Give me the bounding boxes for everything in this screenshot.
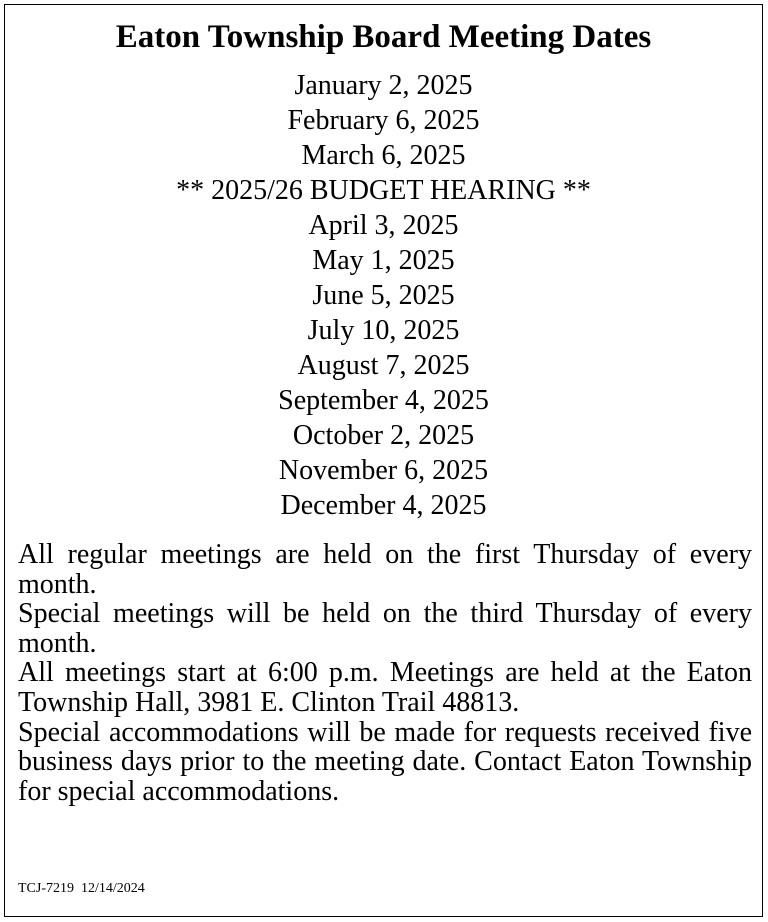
notice-box bbox=[4, 4, 763, 917]
publication-footer bbox=[18, 881, 145, 897]
publication-ref: TCJ-7219 bbox=[18, 881, 74, 896]
meeting-date: August 7, 2025 bbox=[297, 350, 470, 381]
publication-date: 12/14/2024 bbox=[81, 881, 145, 896]
meeting-dates-list bbox=[5, 68, 762, 523]
meeting-date: November 6, 2025 bbox=[278, 455, 489, 486]
meeting-date: April 3, 2025 bbox=[308, 210, 459, 241]
meeting-date: March 6, 2025 bbox=[301, 140, 466, 171]
notice-title: Eaton Township Board Meeting Dates bbox=[115, 19, 652, 55]
special-meetings-paragraph: Special meetings will be held on the third Thursday of every month. bbox=[18, 598, 752, 659]
meeting-date: September 4, 2025 bbox=[278, 385, 489, 416]
meeting-date: June 5, 2025 bbox=[312, 280, 455, 311]
notice-body bbox=[18, 540, 752, 806]
meeting-date: December 4, 2025 bbox=[280, 490, 487, 521]
meeting-date: May 1, 2025 bbox=[312, 245, 455, 276]
meeting-date: February 6, 2025 bbox=[287, 105, 480, 136]
meeting-time-location-paragraph: All meetings start at 6:00 p.m. Meetings are held at the Eaton Township Hall, 3981 E. Clinton Trail 48813. bbox=[18, 657, 752, 718]
meeting-date: January 2, 2025 bbox=[294, 70, 473, 101]
meeting-date: October 2, 2025 bbox=[292, 420, 475, 451]
regular-meetings-paragraph: All regular meetings are held on the first Thursday of every month. bbox=[18, 539, 752, 600]
budget-hearing-note: ** 2025/26 BUDGET HEARING ** bbox=[176, 175, 591, 206]
meeting-date: July 10, 2025 bbox=[307, 315, 460, 346]
accommodations-paragraph: Special accommodations will be made for requests received five business days prior to the meeting date. Contact Eaton Township for special accommodations. bbox=[18, 716, 752, 807]
